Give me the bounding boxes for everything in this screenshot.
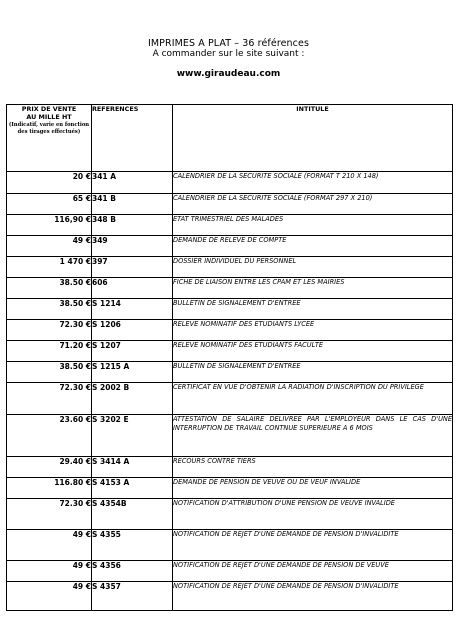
reference-cell: S 2002 B: [92, 383, 173, 415]
price-cell: 72.30 €: [7, 320, 92, 341]
table-row: [7, 341, 453, 362]
table-row: [7, 383, 453, 415]
price-cell: 20 €: [7, 172, 92, 194]
price-cell: 71.20 €: [7, 341, 92, 362]
price-cell: 38.50 €: [7, 278, 92, 299]
price-header-line1: PRIX DE VENTE: [21, 105, 77, 113]
intitule-cell: CALENDRIER DE LA SECURITE SOCIALE (FORMAT T 210 X 148): [173, 172, 453, 194]
price-cell: 29.40 €: [7, 457, 92, 478]
column-header-references: REFERENCES: [92, 105, 173, 172]
reference-cell: 341 A: [92, 172, 173, 194]
table-row: [7, 299, 453, 320]
price-cell: 116,90 €: [7, 215, 92, 236]
table-row: [7, 320, 453, 341]
intitule-cell: RELEVE NOMINATIF DES ETUDIANTS FACULTE: [173, 341, 453, 362]
column-header-price: [7, 105, 92, 172]
intitule-cell: DEMANDE DE PENSION DE VEUVE OU DE VEUF INVALIDE: [173, 478, 453, 499]
price-header-note: (Indicatif, varie en fonction des tirages effectués): [8, 122, 90, 135]
intitule-cell: ATTESTATION DE SALAIRE DELIVREE PAR L'EMPLOYEUR DANS LE CAS D'UNE INTERRUPTION DE TRAVAIL CONTNUE SUPERIEURE A 6 MOIS: [173, 415, 453, 457]
reference-cell: S 4356: [92, 561, 173, 582]
price-cell: 38.50 €: [7, 299, 92, 320]
table-row: [7, 499, 453, 530]
page-subtitle: A commander sur le site suivant :: [152, 49, 305, 59]
price-cell: 1 470 €: [7, 257, 92, 278]
reference-cell: S 1207: [92, 341, 173, 362]
price-cell: 72.30 €: [7, 383, 92, 415]
price-cell: 49 €: [7, 561, 92, 582]
table-header-row: [7, 105, 453, 172]
reference-cell: 341 B: [92, 194, 173, 215]
intitule-cell: NOTIFICATION DE REJET D'UNE DEMANDE DE PENSION D'INVALIDITE: [173, 582, 453, 611]
price-cell: 65 €: [7, 194, 92, 215]
reference-cell: S 1206: [92, 320, 173, 341]
table-row: [7, 457, 453, 478]
intitule-cell: CALENDRIER DE LA SECURITE SOCIALE (FORMAT 297 X 210): [173, 194, 453, 215]
price-cell: 49 €: [7, 530, 92, 561]
table-row: [7, 478, 453, 499]
price-header-line2: AU MILLE HT: [26, 113, 72, 121]
intitule-cell: NOTIFICATION D'ATTRIBUTION D'UNE PENSION DE VEUVE INVALIDE: [173, 499, 453, 530]
table-row: [7, 257, 453, 278]
table-row: [7, 582, 453, 611]
reference-cell: S 1214: [92, 299, 173, 320]
table-row: [7, 172, 453, 194]
table-row: [7, 362, 453, 383]
intitule-cell: DOSSIER INDIVIDUEL DU PERSONNEL: [173, 257, 453, 278]
reference-cell: S 1215 A: [92, 362, 173, 383]
table-row: [7, 236, 453, 257]
table-row: [7, 530, 453, 561]
intitule-cell: BULLETIN DE SIGNALEMENT D'ENTREE: [173, 362, 453, 383]
intitule-cell: RECOURS CONTRE TIERS: [173, 457, 453, 478]
price-cell: 49 €: [7, 236, 92, 257]
page-title: IMPRIMES A PLAT – 36 références: [147, 38, 309, 49]
website-text: www.giraudeau.com: [176, 69, 281, 79]
intitule-cell: ETAT TRIMESTRIEL DES MALADES: [173, 215, 453, 236]
table-row: [7, 278, 453, 299]
price-cell: 23.60 €: [7, 415, 92, 457]
intitule-cell: NOTIFICATION DE REJET D'UNE DEMANDE DE PENSION D'INVALIDITE: [173, 530, 453, 561]
price-cell: 72.30 €: [7, 499, 92, 530]
intitule-cell: DEMANDE DE RELEVE DE COMPTE: [173, 236, 453, 257]
table-row: [7, 415, 453, 457]
column-header-intitule: INTITULE: [173, 105, 453, 172]
reference-cell: S 4357: [92, 582, 173, 611]
table-row: [7, 215, 453, 236]
intitule-cell: FICHE DE LIAISON ENTRE LES CPAM ET LES MAIRIES: [173, 278, 453, 299]
price-cell: 38.50 €: [7, 362, 92, 383]
reference-cell: 348 B: [92, 215, 173, 236]
intitule-cell: NOTIFICATION DE REJET D'UNE DEMANDE DE PENSION DE VEUVE: [173, 561, 453, 582]
reference-cell: 349: [92, 236, 173, 257]
reference-cell: S 4355: [92, 530, 173, 561]
reference-cell: S 4153 A: [92, 478, 173, 499]
intitule-cell: RELEVE NOMINATIF DES ETUDIANTS LYCEE: [173, 320, 453, 341]
reference-cell: 606: [92, 278, 173, 299]
reference-cell: S 3414 A: [92, 457, 173, 478]
reference-cell: 397: [92, 257, 173, 278]
intitule-cell: BULLETIN DE SIGNALEMENT D'ENTREE: [173, 299, 453, 320]
price-table: [6, 104, 453, 611]
intitule-cell: CERTIFICAT EN VUE D'OBTENIR LA RADIATION D'INSCRIPTION DU PRIVILEGE: [173, 383, 453, 415]
table-row: [7, 194, 453, 215]
table-row: [7, 561, 453, 582]
price-cell: 49 €: [7, 582, 92, 611]
reference-cell: S 4354B: [92, 499, 173, 530]
reference-cell: S 3202 E: [92, 415, 173, 457]
price-cell: 116.80 €: [7, 478, 92, 499]
